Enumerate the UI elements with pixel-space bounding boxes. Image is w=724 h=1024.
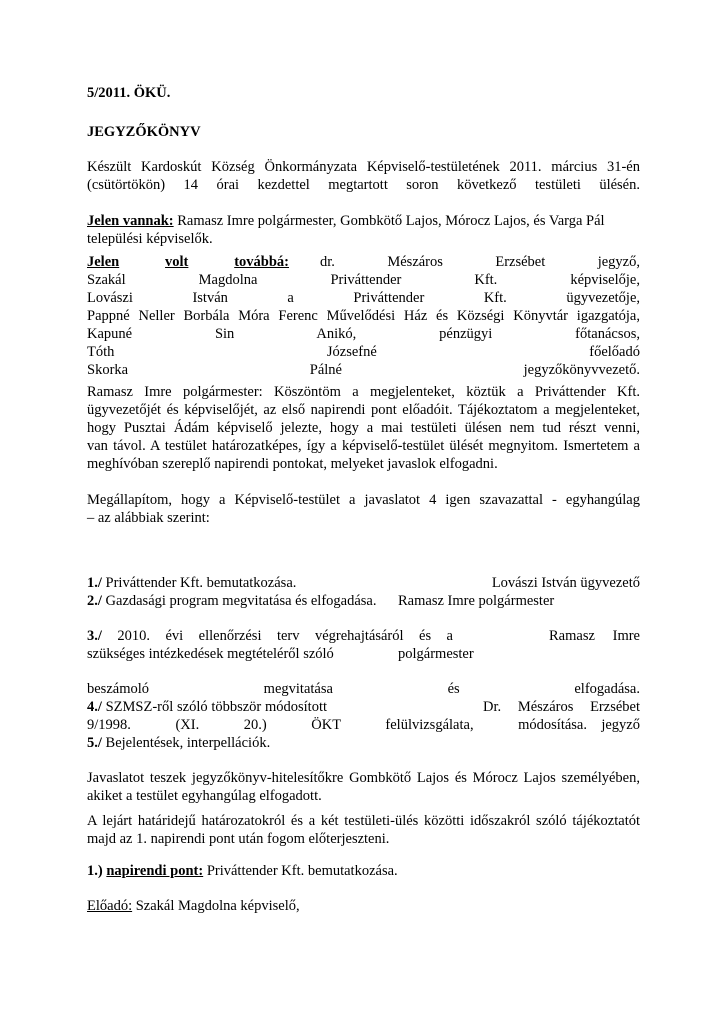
agenda-number: 5./ <box>87 735 102 751</box>
intro-paragraph <box>87 158 640 194</box>
agenda-point-1-heading <box>87 862 640 880</box>
also-present-line: Kapuné Sin Anikó, pénzügyi főtanácsos, <box>87 326 640 342</box>
speaker-line <box>87 897 640 915</box>
agenda-text: Priváttender Kft. bemutatkozása. <box>101 575 297 591</box>
opening-paragraph <box>87 383 640 473</box>
agenda-item-3 <box>87 627 640 663</box>
also-present-line: Tóth Józsefné főelőadó <box>87 344 640 360</box>
agenda-speaker: Ramasz Imre <box>549 628 640 644</box>
point-title: Priváttender Kft. bemutatkozása. <box>203 863 398 879</box>
agenda-item-5 <box>87 734 640 752</box>
speaker-label: Előadó: <box>87 898 133 914</box>
agenda-speaker: jegyző <box>601 717 640 733</box>
expired-line: majd az 1. napirendi pont után fogom előterjeszteni. <box>87 831 390 847</box>
agenda-text: 9/1998. (XI. 20.) ÖKT felülvizsgálata, módosítása. <box>87 717 587 733</box>
also-present-paragraph <box>87 253 640 379</box>
agenda-number: 3./ <box>87 628 102 644</box>
also-present-line: Pappné Neller Borbála Móra Ferenc Művelődési Ház és Községi Könyvtár igazgatója, <box>87 308 640 324</box>
present-paragraph <box>87 212 640 248</box>
present-line: települési képviselők. <box>87 231 213 247</box>
also-present-line: Szakál Magdolna Priváttender Kft. képviselője, <box>87 272 640 288</box>
present-label: Jelen vannak: <box>87 213 174 229</box>
also-present-label: Jelen volt továbbá: <box>87 254 289 270</box>
opening-line: hogy Pusztai Ádám képviselő jelezte, hogy a mai testületi ülésen nem tud részt venni, <box>87 420 640 436</box>
intro-line: (csütörtökön) 14 órai kezdettel megtartott soron következő testületi ülésén. <box>87 177 640 193</box>
agenda-number: 4./ <box>87 699 102 715</box>
auth-line: Javaslatot teszek jegyzőkönyv-hitelesítőkre Gombkötő Lajos és Mórocz Lajos személyében, <box>87 770 640 786</box>
agenda-text: SZMSZ-ről szóló többször módosított <box>101 699 327 715</box>
present-line <box>87 212 640 230</box>
expired-line: A lejárt határidejű határozatokról és a két testületi-ülés közötti időszakról szóló tájékoztatót <box>87 813 640 829</box>
auth-line: akiket a testület egyhangúlag elfogadott. <box>87 788 322 804</box>
opening-line: ügyvezetőjét és képviselőjét, az első napirendi pont előadóit. Tájékoztatom a megjelenteket, <box>87 402 640 418</box>
authenticators-paragraph <box>87 769 640 805</box>
agenda-item-1 <box>87 574 640 592</box>
vote-line: – az alábbiak szerint: <box>87 510 210 526</box>
agenda-item-3-cont <box>87 680 640 698</box>
agenda-item-4 <box>87 698 640 734</box>
point-prefix: 1.) <box>87 863 107 879</box>
expired-resolutions-paragraph <box>87 812 640 848</box>
agenda-number: 1./ <box>87 575 102 591</box>
agenda-text: 2010. évi ellenőrzési terv végrehajtásáról és a <box>101 628 453 644</box>
agenda-speaker: Ramasz Imre polgármester <box>398 593 555 609</box>
document-title: JEGYZŐKÖNYV <box>87 124 201 140</box>
agenda-speaker: polgármester <box>398 646 474 662</box>
agenda-number: 2./ <box>87 593 102 609</box>
opening-line: meghívóban szereplő napirendi pontokat, melyeket javaslok elfogadni. <box>87 456 498 472</box>
agenda-text: beszámoló megvitatása és elfogadása. <box>87 681 640 697</box>
intro-line: Készült Kardoskút Község Önkormányzata Képviselő-testületének 2011. március 31-én <box>87 159 640 175</box>
also-present-line: Lovászi István a Priváttender Kft. ügyvezetője, <box>87 290 640 306</box>
agenda-item-2 <box>87 592 640 610</box>
vote-paragraph <box>87 491 640 527</box>
agenda-text: szükséges intézkedések megtételéről szóló <box>87 646 334 662</box>
agenda-text: Bejelentések, interpellációk. <box>101 735 271 751</box>
opening-line: Ramasz Imre polgármester: Köszöntöm a megjelenteket, köztük a Priváttender Kft. <box>87 384 640 400</box>
agenda-text: Gazdasági program megvitatása és elfogadása. <box>101 593 377 609</box>
document-number: 5/2011. ÖKÜ. <box>87 85 171 101</box>
opening-line: van távol. A testület határozatképes, így a képviselő-testület ülését megnyitom. Ismertetem a <box>87 438 640 454</box>
vote-line: Megállapítom, hogy a Képviselő-testület a javaslatot 4 igen szavazattal - egyhangúlag <box>87 492 640 508</box>
point-label: napirendi pont: <box>106 863 204 879</box>
also-present-first-line <box>87 253 640 271</box>
speaker-name: Szakál Magdolna képviselő, <box>132 898 300 914</box>
also-present-notary: dr. Mészáros Erzsébet jegyző, <box>320 254 640 270</box>
also-present-line: Skorka Pálné jegyzőkönyvvezető. <box>87 362 640 378</box>
present-names: Ramasz Imre polgármester, Gombkötő Lajos, Mórocz Lajos, és Varga Pál <box>173 213 605 229</box>
agenda-speaker: Lovászi István ügyvezető <box>491 575 640 591</box>
agenda-speaker: Dr. Mészáros Erzsébet <box>483 699 640 715</box>
